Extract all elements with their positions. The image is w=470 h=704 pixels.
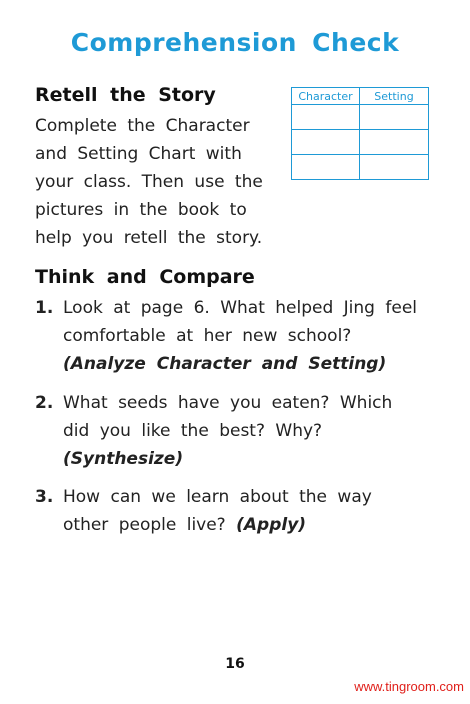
question-line: How can we learn about the way <box>63 487 372 507</box>
think-heading: Think and Compare <box>35 266 255 288</box>
chart-cell <box>292 155 360 180</box>
chart-cell <box>360 155 429 180</box>
question-number: 1. <box>35 298 54 318</box>
chart-cell <box>292 105 360 130</box>
question-number: 3. <box>35 487 54 507</box>
page-title: Comprehension Check <box>70 28 400 57</box>
character-setting-chart <box>291 87 429 180</box>
retell-line: your class. Then use the <box>35 172 263 192</box>
question-skill: (Analyze Character and Setting) <box>63 354 387 374</box>
retell-line: Complete the Character <box>35 116 250 136</box>
retell-line: help you retell the story. <box>35 228 263 248</box>
chart-header-character: Character <box>292 88 360 105</box>
chart-row <box>292 105 429 130</box>
chart-cell <box>360 130 429 155</box>
question-line: other people live? <box>63 515 226 535</box>
question-skill: (Synthesize) <box>63 449 184 469</box>
chart-row <box>292 155 429 180</box>
chart-cell <box>292 130 360 155</box>
question-line: comfortable at her new school? <box>63 326 352 346</box>
question-line: What seeds have you eaten? Which <box>63 393 393 413</box>
question-number: 2. <box>35 393 54 413</box>
chart-header-setting: Setting <box>360 88 429 105</box>
question-2 <box>35 389 445 473</box>
question-line: did you like the best? Why? <box>63 421 323 441</box>
retell-line: pictures in the book to <box>35 200 247 220</box>
page-number: 16 <box>225 656 245 672</box>
chart-cell <box>360 105 429 130</box>
retell-line: and Setting Chart with <box>35 144 242 164</box>
question-1 <box>35 294 445 378</box>
question-line: Look at page 6. What helped Jing feel <box>63 298 417 318</box>
retell-paragraph <box>35 112 285 252</box>
watermark: www.tingroom.com <box>354 679 464 694</box>
chart-header-row <box>292 88 429 105</box>
question-3 <box>35 483 445 539</box>
chart-row <box>292 130 429 155</box>
question-skill: (Apply) <box>236 515 307 535</box>
retell-heading: Retell the Story <box>35 84 216 106</box>
